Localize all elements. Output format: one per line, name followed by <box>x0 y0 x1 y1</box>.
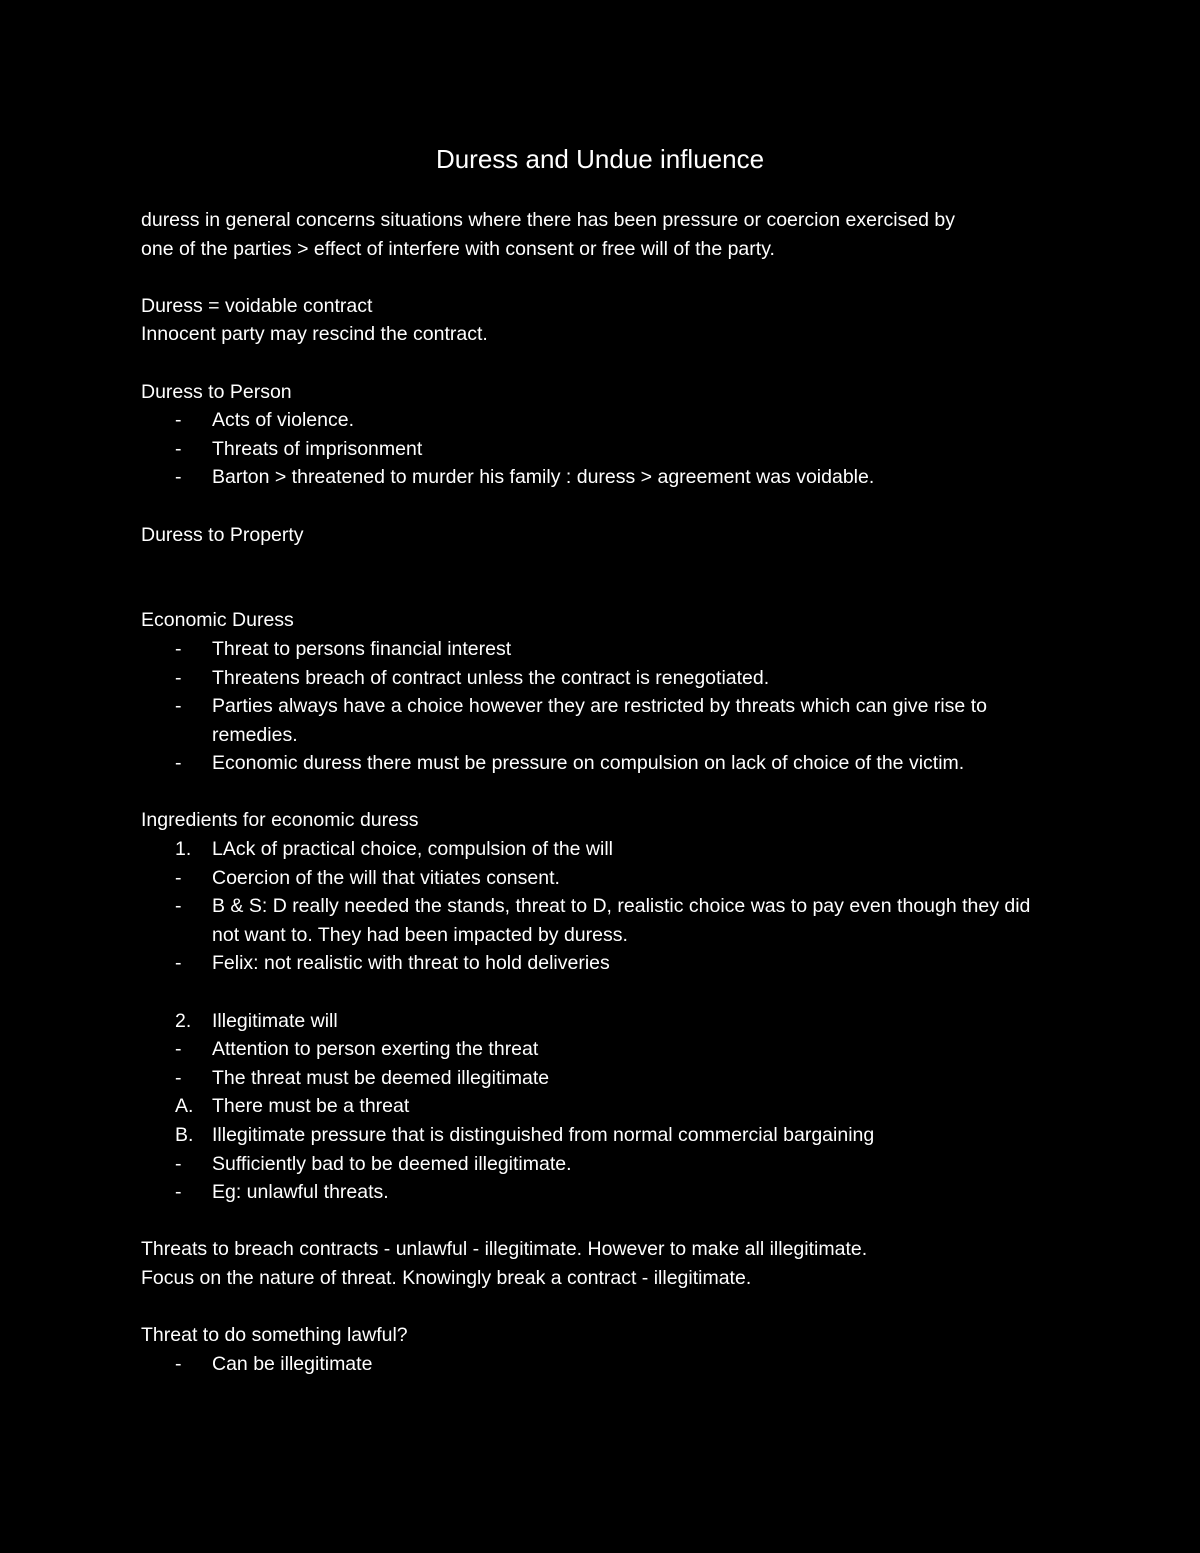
list-item: - Coercion of the will that vitiates consent. <box>141 864 1061 893</box>
dash-marker: - <box>175 752 182 775</box>
dash-marker: - <box>175 409 182 432</box>
document-title: Duress and Undue influence <box>435 144 765 174</box>
dash-marker: - <box>175 1038 182 1061</box>
list-item: - Economic duress there must be pressure on compulsion on lack of choice of the victim. <box>141 749 1061 778</box>
list-item: - Barton > threatened to murder his family : duress > agreement was voidable. <box>141 463 1061 492</box>
list-item: - Can be illegitimate <box>141 1350 1061 1379</box>
number-marker: 2. <box>175 1009 192 1032</box>
number-marker: 1. <box>175 838 192 861</box>
list-item: - Parties always have a choice however they are restricted by threats which can give rise to remedies. <box>141 692 1061 749</box>
numbered-item: 2. Illegitimate will <box>141 1007 1061 1036</box>
intro-line-2: one of the parties > effect of interfere with consent or free will of the party. <box>141 237 775 260</box>
dash-marker: - <box>175 866 182 889</box>
section-heading-lawful: Threat to do something lawful? <box>141 1324 408 1347</box>
list-item: - Sufficiently bad to be deemed illegitimate. <box>141 1150 1061 1179</box>
dash-marker: - <box>175 637 182 660</box>
voidable-line-2: Innocent party may rescind the contract. <box>141 323 488 346</box>
intro-line-1: duress in general concerns situations where there has been pressure or coercion exercised by <box>141 209 956 231</box>
dash-marker: - <box>175 895 182 918</box>
dash-marker: - <box>175 1066 182 1089</box>
letter-marker: B. <box>175 1124 194 1146</box>
letter-marker: A. <box>175 1095 194 1118</box>
section-heading-property: Duress to Property <box>141 523 304 546</box>
list-item: - B & S: D really needed the stands, threat to D, realistic choice was to pay even though they did not want to. They had been impacted by duress. <box>141 892 1061 949</box>
voidable-line-1: Duress = voidable contract <box>141 294 373 317</box>
list-item: - Threatens breach of contract unless the contract is renegotiated. <box>141 664 1061 693</box>
list-item: - Threats of imprisonment <box>141 435 1061 464</box>
dash-marker: - <box>175 952 182 975</box>
document-body <box>141 206 1061 1378</box>
section-heading-economic: Economic Duress <box>141 609 294 632</box>
lettered-item: A. There must be a threat <box>141 1092 1061 1121</box>
list-item: - Threat to persons financial interest <box>141 635 1061 664</box>
list-item: - Attention to person exerting the threat <box>141 1035 1061 1064</box>
section-heading-person: Duress to Person <box>141 380 292 403</box>
numbered-item: 1. LAck of practical choice, compulsion of the will <box>141 835 1061 864</box>
breach-line-1: Threats to breach contracts - unlawful - illegitimate. However to make all illegitimate. <box>141 1238 868 1261</box>
dash-marker: - <box>175 1352 182 1375</box>
list-item: - The threat must be deemed illegitimate <box>141 1064 1061 1093</box>
list-item: - Acts of violence. <box>141 406 1061 435</box>
dash-marker: - <box>175 695 182 718</box>
dash-marker: - <box>175 1181 182 1204</box>
list-item: - Eg: unlawful threats. <box>141 1178 1061 1207</box>
dash-marker: - <box>175 1152 182 1175</box>
lettered-item: B. Illegitimate pressure that is distinguished from normal commercial bargaining <box>141 1121 1061 1150</box>
breach-line-2: Focus on the nature of threat. Knowingly break a contract - illegitimate. <box>141 1266 752 1289</box>
section-heading-ingredients: Ingredients for economic duress <box>141 809 419 832</box>
list-item: - Felix: not realistic with threat to hold deliveries <box>141 949 1061 978</box>
dash-marker: - <box>175 437 182 460</box>
dash-marker: - <box>175 466 182 489</box>
dash-marker: - <box>175 666 182 689</box>
